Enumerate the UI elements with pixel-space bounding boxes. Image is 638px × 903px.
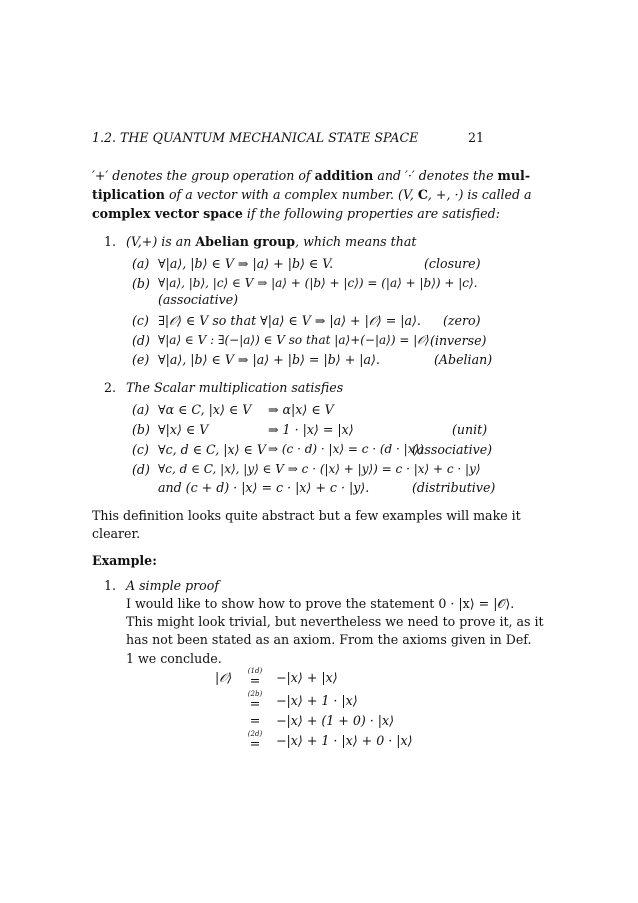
intro-text: , +, ·) is called a [427,187,532,202]
item-1-text-c: , which means that [295,234,417,249]
term-multiplication: mul- [497,168,531,183]
derivation-rhs: −|x⟩ + 1 · |x⟩ [276,693,358,708]
derivation-rhs: −|x⟩ + 1 · |x⟩ + 0 · |x⟩ [276,733,413,748]
axiom-label: (d) [132,462,150,477]
derivation-relation [244,687,266,711]
axiom-label: (b) [132,276,150,291]
example-line: 1 we conclude. [126,651,222,666]
axiom-label: (a) [132,402,150,417]
intro-line-1 [92,168,530,183]
equals-sign: = [249,736,261,751]
item-number: 2. [104,380,117,395]
equals-sign: = [249,696,261,711]
term-complex-vector-space: complex vector space [92,206,243,221]
axiom-condition: ∀c, d ∈ C, |x⟩ ∈ V [158,442,266,457]
intro-text: ′+′ denotes the group operation of [92,168,315,183]
axiom-tag: (inverse) [430,333,487,348]
axiom-formula: ∀|a⟩ ∈ V : ∃(−|a⟩) ∈ V so that |a⟩+(−|a⟩) = |𝒪⟩. [158,333,434,347]
example-line: This might look trivial, but nevertheless we need to prove it, as it [126,614,544,629]
example-line: has not been stated as an axiom. From the axioms given in Def. [126,632,532,647]
intro-line-2 [92,187,532,202]
axiom-condition: ∀|x⟩ ∈ V [158,422,209,437]
axiom-result: ⇒ 1 · |x⟩ = |x⟩ [268,422,354,437]
axiom-label: (b) [132,422,150,437]
axiom-label: (c) [132,442,149,457]
derivation-lhs: |𝒪⟩ [215,670,233,685]
relation-reference: (2d) [247,730,263,738]
axiom-formula-cont: and (c + d) · |x⟩ = c · |x⟩ + c · |y⟩. [158,480,370,495]
derivation-relation [244,664,266,688]
intro-text: and ′·′ denotes the [373,168,498,183]
intro-text: of a vector with a complex number. (V, [164,187,418,202]
item-2-text: The Scalar multiplication satisfies [126,380,344,395]
axiom-tag: (unit) [452,422,488,437]
axiom-tag: (associative) [158,292,239,307]
derivation-rhs: −|x⟩ + |x⟩ [276,670,338,685]
equals-sign: = [249,713,261,728]
axiom-formula: ∃|𝒪⟩ ∈ V so that ∀|a⟩ ∈ V ⇒ |a⟩ + |𝒪⟩ = |a⟩. [158,313,421,328]
item-1-text-a: (V,+) is an [126,234,196,249]
example-title: A simple proof [126,578,219,593]
item-number: 1. [104,578,117,593]
derivation-rhs: −|x⟩ + (1 + 0) · |x⟩ [276,713,395,728]
intro-text: if the following properties are satisfied: [242,206,500,221]
running-header: 1.2. THE QUANTUM MECHANICAL STATE SPACE [92,130,419,145]
remark-line-1: This definition looks quite abstract but a few examples will make it [92,508,521,523]
axiom-formula: ∀|a⟩, |b⟩, |c⟩ ∈ V ⇒ |a⟩ + (|b⟩ + |c⟩) = (|a⟩ + |b⟩) + |c⟩. [158,276,478,290]
example-line: I would like to show how to prove the statement 0 · |x⟩ = |𝒪⟩. [126,596,515,611]
axiom-label: (d) [132,333,150,348]
axiom-result: ⇒ α|x⟩ ∈ V [268,402,334,417]
axiom-tag: (distributive) [412,480,496,495]
axiom-tag: (zero) [443,313,481,328]
axiom-formula: ∀|a⟩, |b⟩ ∈ V ⇒ |a⟩ + |b⟩ ∈ V. [158,256,334,271]
axiom-tag: (associative) [412,442,493,457]
axiom-label: (e) [132,352,150,367]
equals-sign: = [249,673,261,688]
term-addition: addition [314,168,374,183]
axiom-label: (a) [132,256,150,271]
axiom-result: ⇒ (c · d) · |x⟩ = c · (d · |x⟩) [268,442,424,456]
complex-numbers-symbol: C [417,187,428,202]
relation-reference: (2b) [247,690,263,698]
item-number: 1. [104,234,117,249]
relation-reference: (1d) [247,667,263,675]
axiom-label: (c) [132,313,149,328]
axiom-tag: (closure) [424,256,481,271]
item-1-text [126,234,416,249]
example-heading: Example: [92,553,157,568]
intro-line-3 [92,206,500,221]
axiom-formula: ∀c, d ∈ C, |x⟩, |y⟩ ∈ V ⇒ c · (|x⟩ + |y⟩) = c · |x⟩ + c · |y⟩ [158,462,481,476]
term-abelian-group: Abelian group [195,234,296,249]
term-multiplication-cont: tiplication [92,187,165,202]
axiom-tag: (Abelian) [434,352,493,367]
derivation-relation [244,727,266,751]
axiom-formula: ∀|a⟩, |b⟩ ∈ V ⇒ |a⟩ + |b⟩ = |b⟩ + |a⟩. [158,352,380,367]
page-number: 21 [468,130,485,145]
remark-line-2: clearer. [92,526,141,541]
axiom-condition: ∀α ∈ C, |x⟩ ∈ V [158,402,252,417]
